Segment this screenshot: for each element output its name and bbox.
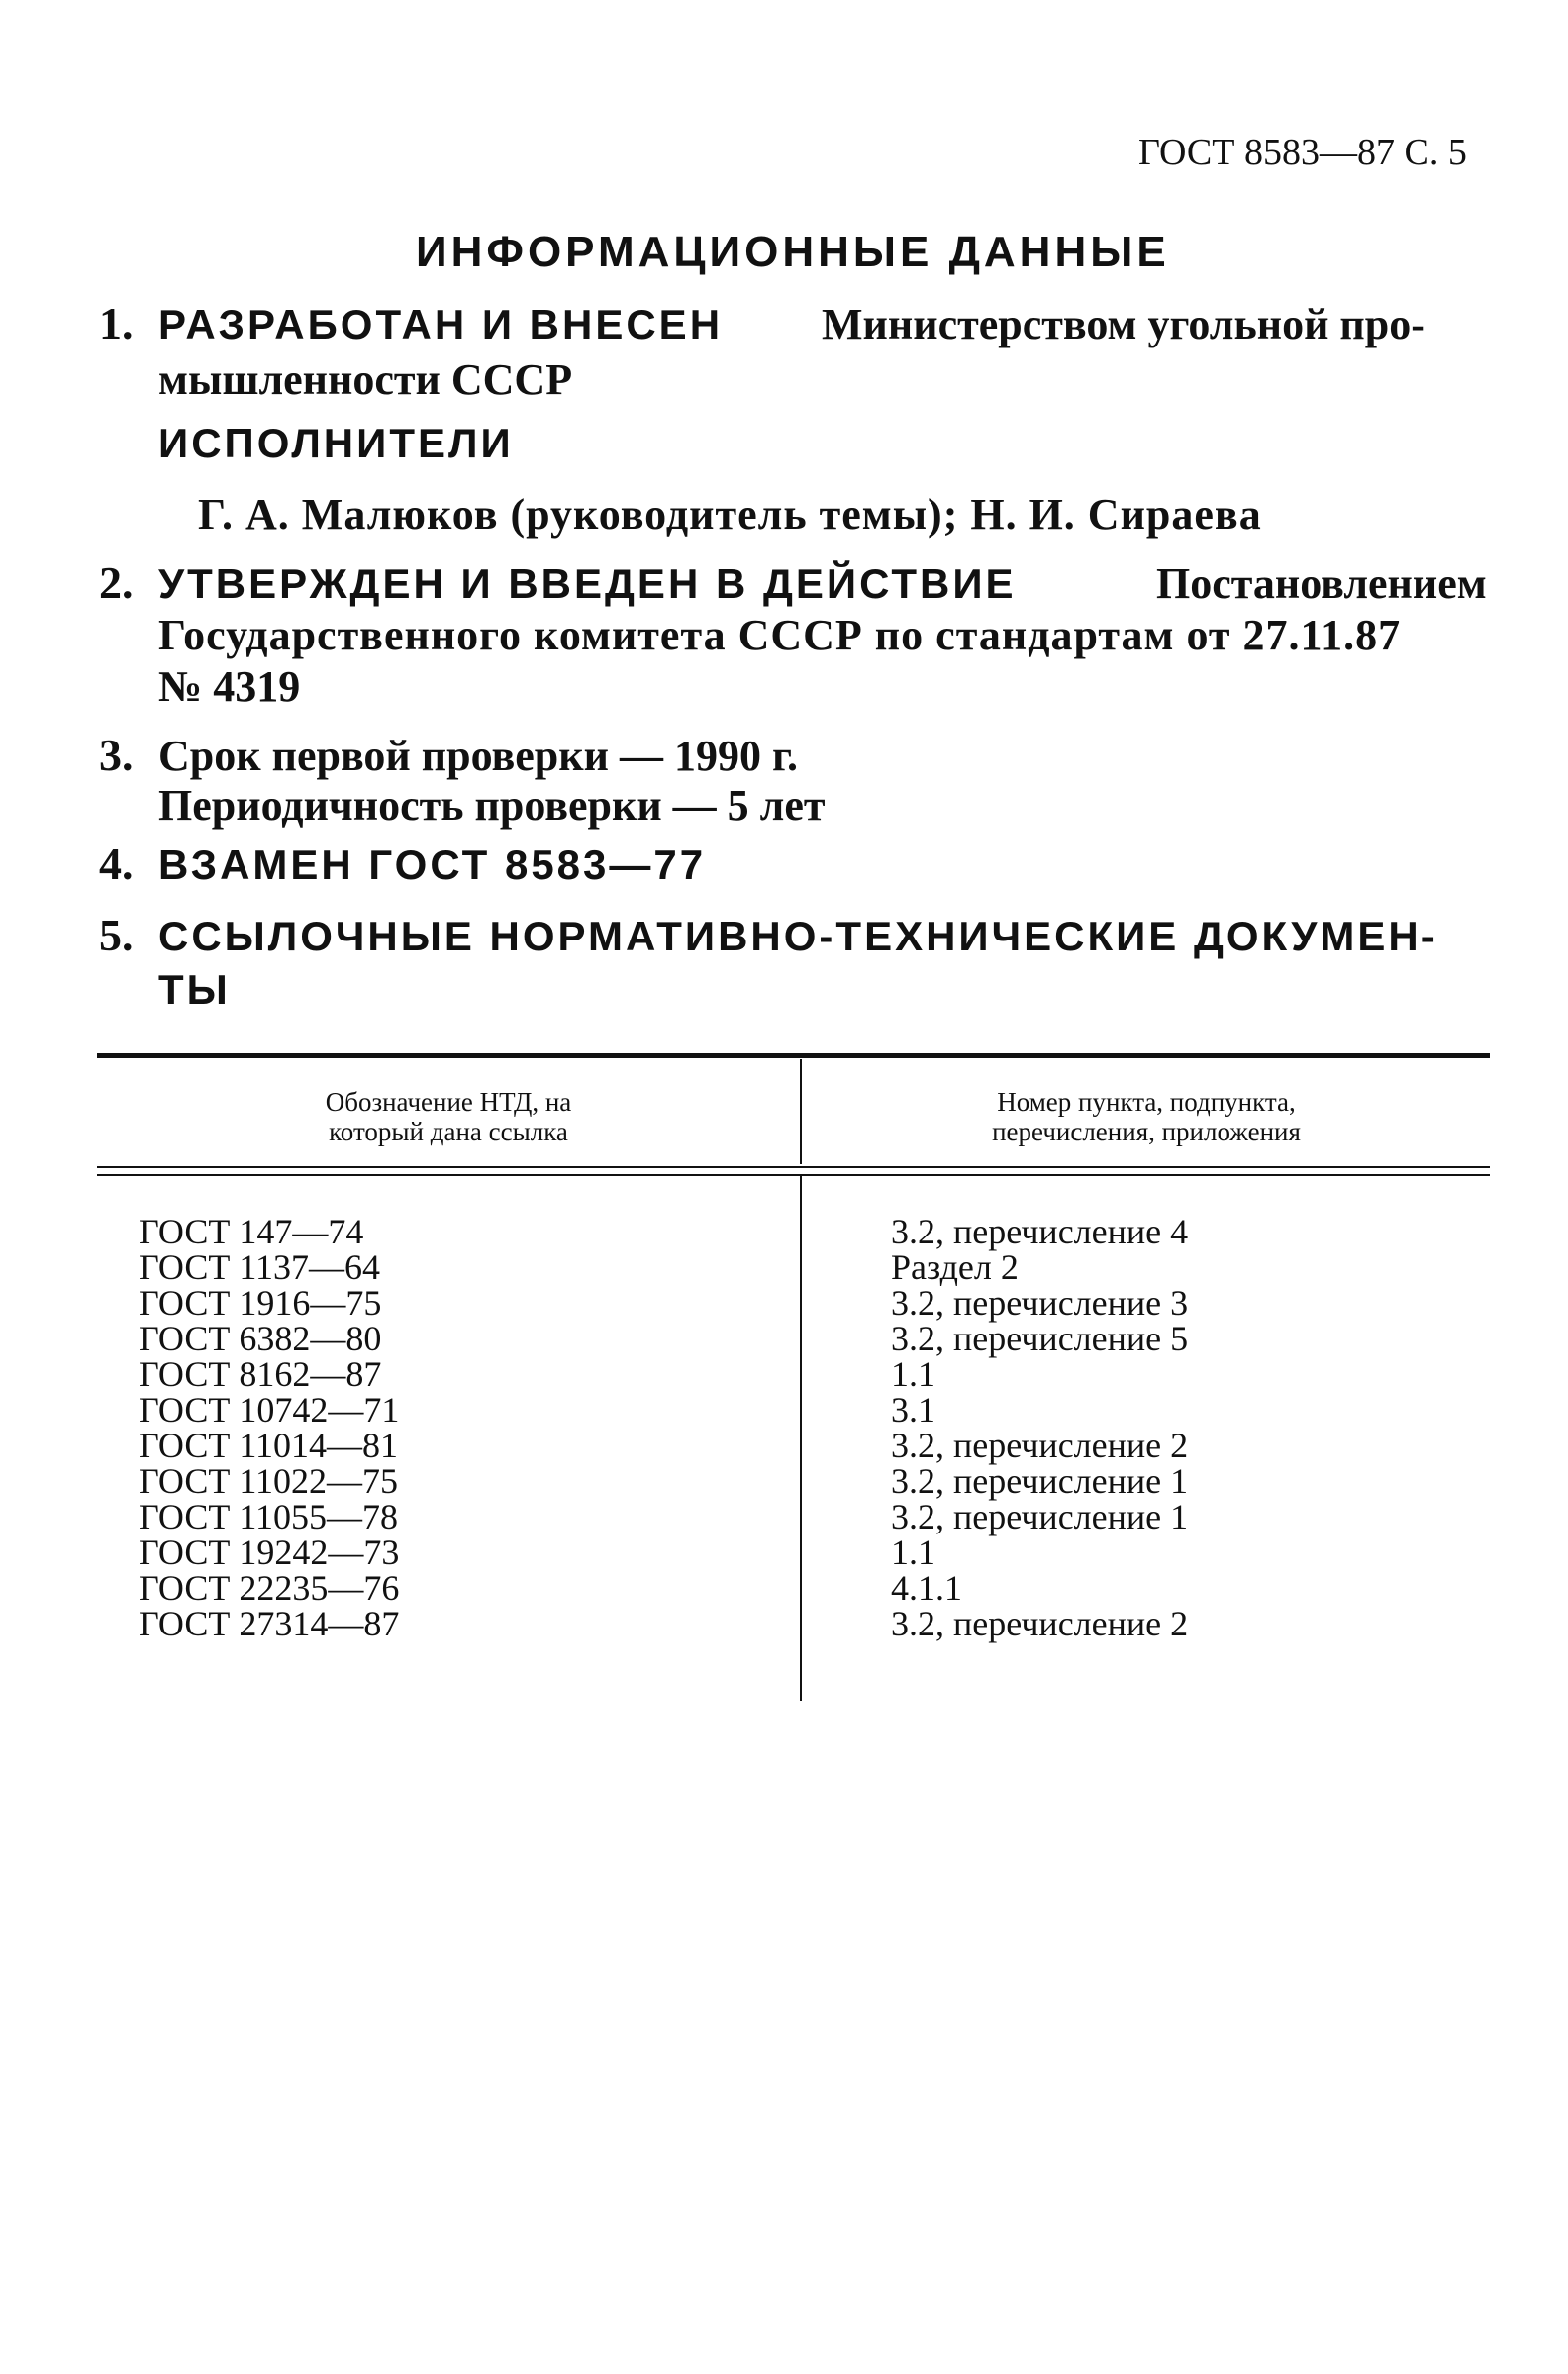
page-header: ГОСТ 8583—87 С. 5 — [1138, 132, 1467, 173]
table-row-reference: 3.2, перечисление 4 — [891, 1212, 1189, 1251]
table-row-reference: 1.1 — [891, 1354, 935, 1394]
table-header-rule-2 — [97, 1174, 1490, 1176]
section-1-text-cont: мышленности СССР — [158, 355, 573, 404]
table-row-reference: 4.1.1 — [891, 1568, 962, 1608]
table-header-rule-1 — [97, 1166, 1490, 1168]
table-header-col2-line2: перечисления, приложения — [992, 1117, 1301, 1146]
table-row-designation: ГОСТ 10742—71 — [139, 1390, 400, 1430]
section-4-line1: ВЗАМЕН ГОСТ 8583—77 — [158, 841, 707, 888]
table-row-designation: ГОСТ 8162—87 — [139, 1354, 382, 1394]
section-5-line1: ССЫЛОЧНЫЕ НОРМАТИВНО-ТЕХНИЧЕСКИЕ ДОКУМЕН- — [158, 913, 1438, 959]
section-2-number-decree: № 4319 — [158, 662, 301, 711]
performers-names: Г. А. Малюков (руководитель темы); Н. И. Сираева — [198, 490, 1262, 539]
table-row-reference: 3.2, перечисление 2 — [891, 1426, 1189, 1465]
section-3-line1: Срок первой проверки — 1990 г. — [158, 732, 798, 780]
table-header-divider — [800, 1059, 802, 1164]
table-row-designation: ГОСТ 11055—78 — [139, 1497, 399, 1536]
section-4-number: 4. — [99, 839, 134, 889]
section-2-text-cont: Государственного комитета СССР по стандартам от 27.11.87 — [158, 611, 1402, 659]
table-header-col2 — [804, 1087, 1489, 1146]
section-3-number: 3. — [99, 730, 134, 780]
table-header-col1-line2: который дана ссылка — [329, 1117, 568, 1146]
table-row-reference: 1.1 — [891, 1533, 935, 1572]
table-row-designation: ГОСТ 1916—75 — [139, 1283, 382, 1323]
table-header-col1 — [99, 1087, 798, 1146]
table-top-rule — [97, 1053, 1490, 1058]
table-row-designation: ГОСТ 22235—76 — [139, 1568, 400, 1608]
table-row-designation: ГОСТ 27314—87 — [139, 1604, 400, 1643]
section-1-text: Министерством угольной про- — [822, 300, 1425, 348]
table-body-divider — [800, 1176, 802, 1701]
table-row-designation: ГОСТ 6382—80 — [139, 1319, 382, 1358]
table-row-reference: 3.2, перечисление 1 — [891, 1497, 1189, 1536]
section-2-text: Постановлением — [1156, 559, 1487, 608]
performers-title: ИСПОЛНИТЕЛИ — [158, 420, 514, 466]
section-1-number: 1. — [99, 298, 134, 348]
table-row-designation: ГОСТ 147—74 — [139, 1212, 364, 1251]
table-row-reference: 3.2, перечисление 2 — [891, 1604, 1189, 1643]
table-header-col1-line1: Обозначение НТД, на — [325, 1087, 572, 1117]
section-1-heading: РАЗРАБОТАН И ВНЕСЕН — [158, 301, 724, 347]
table-row-reference: 3.2, перечисление 5 — [891, 1319, 1189, 1358]
table-row-designation: ГОСТ 19242—73 — [139, 1533, 400, 1572]
table-header-col2-line1: Номер пункта, подпункта, — [997, 1087, 1296, 1117]
table-row-reference: 3.2, перечисление 3 — [891, 1283, 1189, 1323]
section-2-heading: УТВЕРЖДЕН И ВВЕДЕН В ДЕЙСТВИЕ — [158, 560, 1017, 607]
document-title: ИНФОРМАЦИОННЫЕ ДАННЫЕ — [416, 228, 1170, 276]
section-3-line2: Периодичность проверки — 5 лет — [158, 781, 826, 830]
table-row-designation: ГОСТ 11014—81 — [139, 1426, 399, 1465]
table-row-designation: ГОСТ 11022—75 — [139, 1461, 399, 1501]
table-row-reference: Раздел 2 — [891, 1247, 1019, 1287]
section-5-number: 5. — [99, 910, 134, 960]
table-row-reference: 3.1 — [891, 1390, 935, 1430]
table-row-reference: 3.2, перечисление 1 — [891, 1461, 1189, 1501]
section-5-line2: ТЫ — [158, 966, 231, 1013]
table-row-designation: ГОСТ 1137—64 — [139, 1247, 381, 1287]
section-2-number: 2. — [99, 557, 134, 608]
